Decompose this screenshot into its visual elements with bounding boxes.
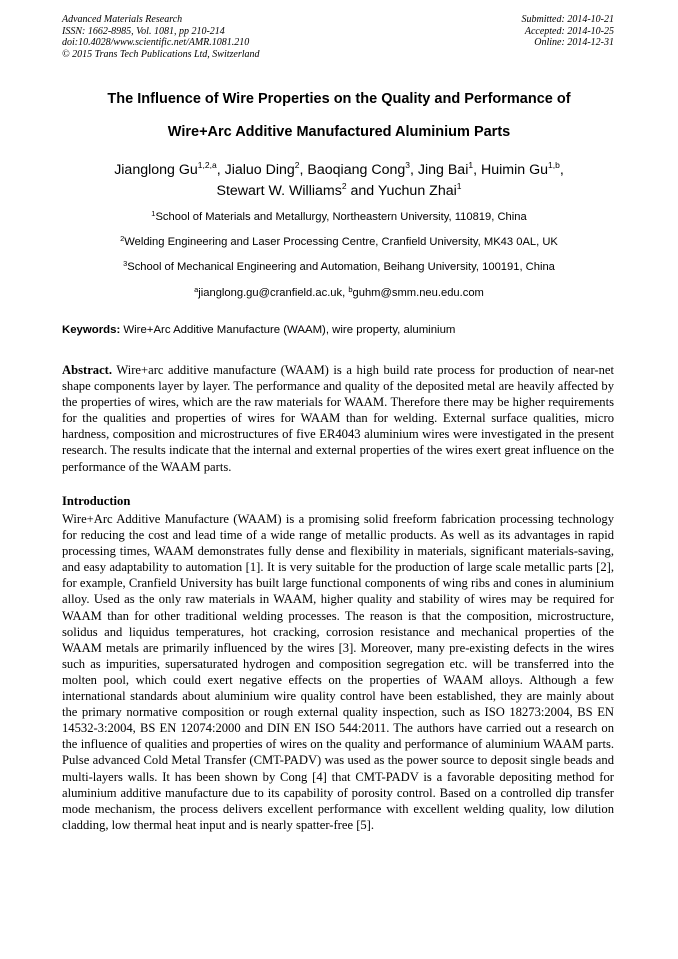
paper-title-line-2: Wire+Arc Additive Manufactured Aluminium Parts [167, 124, 511, 140]
journal-name: Advanced Materials Research [62, 14, 183, 25]
affiliation-2 [40, 236, 638, 248]
affiliation-text: Welding Engineering and Laser Processing Centre, Cranfield University, MK43 0AL, UK [124, 236, 558, 248]
affiliation-mark: 2 [120, 234, 125, 243]
paper-title-line-1: The Influence of Wire Properties on the Quality and Performance of [107, 91, 571, 107]
email-separator: , [342, 287, 349, 299]
author-list-line-1 [40, 162, 638, 178]
author-affiliation-mark: 1 [456, 181, 462, 191]
author-name: Jianglong Gu [114, 162, 198, 178]
author-separator: , [409, 162, 418, 178]
author-affiliation-mark: 1 [468, 160, 474, 170]
affiliation-text: School of Mechanical Engineering and Automation, Beihang University, 100191, China [127, 261, 555, 273]
online-date: Online: 2014-12-31 [534, 37, 614, 49]
email-mark: b [348, 285, 353, 294]
author-affiliation-mark: 2 [294, 160, 300, 170]
author-name: Jialuo Ding [224, 162, 295, 178]
accepted-date: Accepted: 2014-10-25 [524, 25, 614, 37]
publication-dates [522, 14, 615, 49]
author-affiliation-mark: 2 [341, 181, 347, 191]
submitted-date: Submitted: 2014-10-21 [521, 14, 614, 25]
author-affiliation-mark: 1,2,a [197, 160, 217, 170]
affiliation-mark: 3 [123, 259, 128, 268]
abstract [62, 362, 614, 475]
author-name: Yuchun Zhai [377, 183, 457, 199]
affiliation-text: School of Materials and Metallurgy, Northeastern University, 110819, China [155, 211, 527, 223]
affiliation-mark: 1 [151, 209, 156, 218]
doi: doi:10.4028/www.scientific.net/AMR.1081.210 [62, 37, 250, 49]
author-name: Jing Bai [417, 162, 469, 178]
abstract-label: Abstract. [62, 363, 113, 377]
issn-volume: ISSN: 1662-8985, Vol. 1081, pp 210-214 [62, 25, 225, 37]
author-affiliation-mark: 3 [405, 160, 410, 170]
publication-header [62, 14, 260, 60]
author-emails [40, 287, 638, 299]
affiliation-3 [40, 261, 638, 273]
author-separator: , [473, 162, 481, 178]
author-name: Baoqiang Cong [307, 162, 406, 178]
introduction-text: Wire+Arc Additive Manufacture (WAAM) is a promising solid freeform fabrication processing technology for reducing the cost and lead time of a wide range of metallic products. As well as its advantages in rapid processing times, WAAM demonstrates fully dense and flexibility in materials, significant materials-saving, and easy adaptability to automation [1]. It is very suitable for the production of large scale metallic parts [2], for example, Cranfield University has built large functional components of wing ribs and cones in aluminium alloy. Used as the only raw materials in WAAM, higher quality and stability of wires may be required for WAAM than for other traditional welding processes. The reason is that the composition, microstructure, solidus and liquidus temperatures, hot cracking, corrosion resistance and mechanical properties of the WAAM metals are primarily influenced by the wires [3]. Moreover, many pre-existing defects in the wires such as impurities, supersaturated hydrogen and composition segregation etc. will be transferred into the molten pool, which could exert negative effects on the properties of WAAM alloys. Although a few international standards about aluminium wire quality control have been established, they are mainly about the primary normative composition or rough external quality inspection, such as ISO 18273:2004, BS EN 14532-3:2004, BS EN 12074:2000 and DIN EN ISO 544:2011. The authors have carried out a research on the influence of qualities and properties of wires on the quality and performance of aluminium WAAM parts. Pulse advanced Cold Metal Transfer (CMT-PADV) was used as the power source to deposit single beads and multi-layers walls. It has been shown by Cong [4] that CMT-PADV is a favorable depositing method for aluminium additive manufacture due to its capability of porosity control. Based on a controlled dip transfer mode mechanism, the process delivers excellent performance with excellent welding quality, low dilution cladding, low thermal heat input and is nearly spatter-free [5]. [62, 512, 614, 832]
author-list-line-2 [40, 183, 638, 199]
email-mark: a [194, 285, 199, 294]
affiliation-1 [40, 211, 638, 223]
keywords-text: Wire+Arc Additive Manufacture (WAAM), wire property, aluminium [120, 324, 456, 336]
abstract-text: Wire+arc additive manufacture (WAAM) is a high build rate process for production of near-net shape components layer by layer. The performance and quality of the deposited metal are heavily affected by the properties of wires, which are the raw materials for WAAM. Therefore there may be higher requirements for the qualities and properties of wires for WAAM than for welding. External surface qualities, micro hardness, composition and microstructures of five ER4043 aluminium wires were investigated in the present research. The results indicate that the internal and external properties of the wires exert great influence on the performance of the WAAM parts. [62, 363, 614, 474]
author-separator: , [299, 162, 308, 178]
keywords-label: Keywords: [62, 324, 121, 336]
author-name: Stewart W. Williams [216, 183, 342, 199]
copyright: © 2015 Trans Tech Publications Ltd, Switzerland [62, 48, 260, 60]
section-heading-introduction: Introduction [62, 494, 131, 508]
email-address: guhm@smm.neu.edu.com [352, 287, 484, 299]
author-name: Huimin Gu [480, 162, 549, 178]
email-address: jianglong.gu@cranfield.ac.uk [198, 287, 343, 299]
author-affiliation-mark: 1,b [548, 160, 560, 170]
author-separator: and [346, 183, 378, 199]
author-separator: , [559, 162, 564, 178]
keywords [62, 324, 455, 336]
author-separator: , [216, 162, 225, 178]
